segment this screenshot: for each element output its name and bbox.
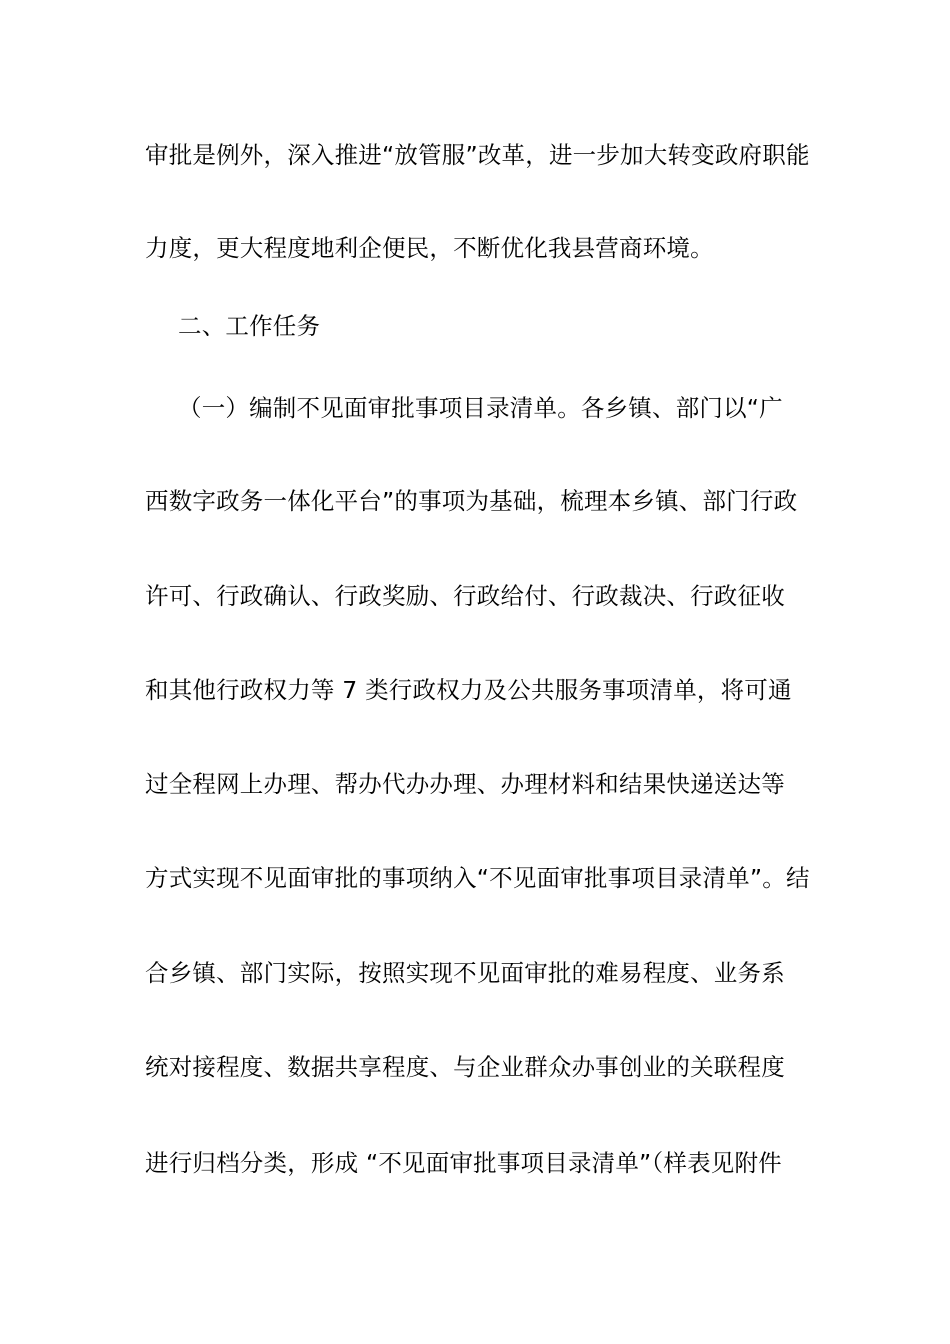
paragraph-line: 许可、行政确认、行政奖励、行政给付、行政裁决、行政征收 (145, 582, 785, 610)
paragraph-line: 进行归档分类，形成 “不见面审批事项目录清单”（样表见附件 (145, 1149, 782, 1177)
paragraph-line: 合乡镇、部门实际，按照实现不见面审批的难易程度、业务系 (145, 959, 785, 987)
paragraph-line: 过全程网上办理、帮办代办办理、办理材料和结果快递送达等 (145, 770, 785, 798)
paragraph-line: 方式实现不见面审批的事项纳入“不见面审批事项目录清单”。结 (145, 864, 810, 892)
paragraph-line: 力度，更大程度地利企便民，不断优化我县营商环境。 (145, 234, 714, 262)
paragraph-line: 西数字政务一体化平台”的事项为基础，梳理本乡镇、部门行政 (145, 487, 798, 515)
paragraph-line: （一）编制不见面审批事项目录清单。各乡镇、部门以“广 (178, 394, 783, 422)
paragraph-line: 审批是例外，深入推进“放管服”改革，进一步加大转变政府职能 (145, 141, 810, 169)
section-heading: 二、工作任务 (178, 312, 321, 340)
paragraph-line: 和其他行政权力等 7 类行政权力及公共服务事项清单，将可通 (145, 676, 792, 704)
paragraph-line: 统对接程度、数据共享程度、与企业群众办事创业的关联程度 (145, 1053, 785, 1081)
